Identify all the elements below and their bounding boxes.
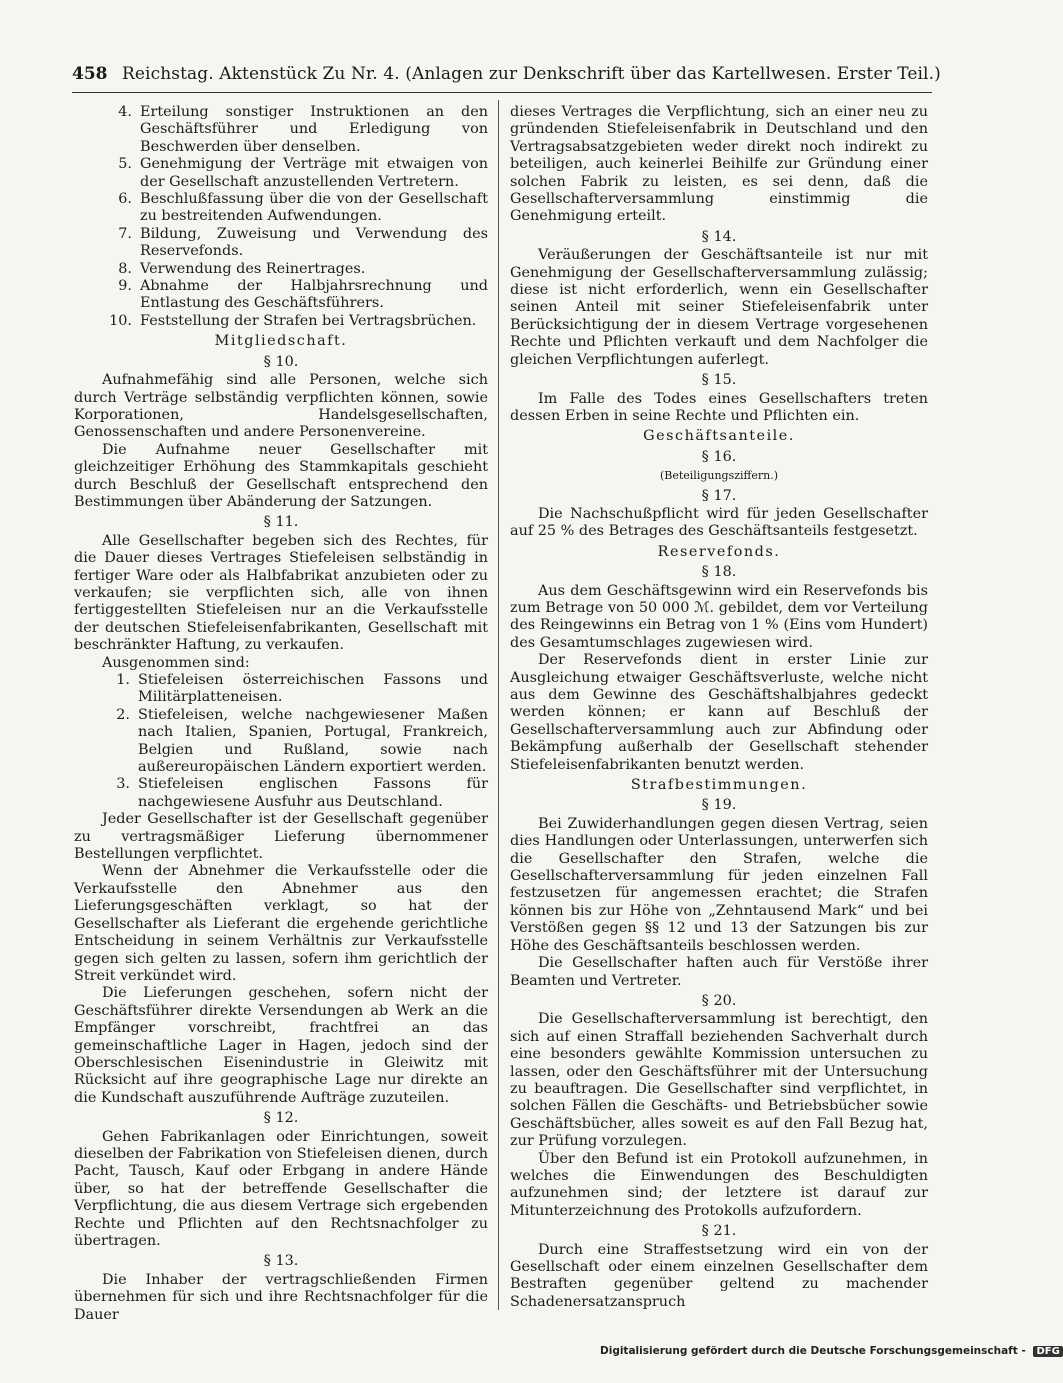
exception-item	[74, 707, 488, 777]
paragraph-18a: Aus dem Geschäftsgewinn wird ein Reservefonds bis zum Betrage von 50 000 ℳ. gebildet, dem vor Verteilung des Reingewinns ein Betrag von 1 % (Eins vom Hundert) des Gesamtumschlages zugewiesen wird.	[510, 582, 928, 651]
exceptions-list	[74, 672, 488, 811]
duty-item-number: 10.	[109, 312, 132, 329]
section-21-title: § 21.	[701, 1223, 737, 1240]
paragraph-12: Gehen Fabrikanlagen oder Einrichtungen, soweit dieselben der Fabrikation von Stiefeleisen dienen, durch Pacht, Tausch, Kauf oder Erbgang in andere Hände über, so hat der betreffende Gesellschafter die Verpflichtung, die aus diesem Vertrage sich ergebenden Rechte und Pflichten auf den Rechtsnachfolger zu übertragen.	[74, 1128, 488, 1249]
paragraph-11c: Jeder Gesellschafter ist der Gesellschaft gegenüber zu vertragsmäßiger Lieferung übernommener Bestellungen verpflichtet.	[74, 811, 488, 863]
heading-reservefonds: Reservefonds.	[657, 543, 781, 560]
section-20-title: § 20.	[701, 992, 737, 1009]
paragraph-15: Im Falle des Todes eines Gesellschafters treten dessen Erben in seine Rechte und Pflichten ein.	[510, 390, 928, 424]
exception-item	[74, 776, 488, 811]
duty-item	[74, 261, 488, 278]
paragraph-18b: Der Reservefonds dient in erster Linie zur Ausgleichung etwaiger Geschäftsverluste, welche nicht aus dem Gewinne des Geschäftshalbjahres gedeckt werden können; er kann auf Beschluß der Gesellschafterversammlung auch zur Abfindung oder Bekämpfung außerhalb der Gesellschaft stehender Stiefeleisenfabrikanten benutzt werden.	[510, 652, 928, 773]
paragraph-20b: Über den Befund ist ein Protokoll aufzunehmen, in welches die Einwendungen des Beschuldigten aufzunehmen sind; der letztere ist darauf zur Mitunterzeichnung des Protokolls aufzufordern.	[510, 1150, 928, 1219]
exception-item-number: 2.	[116, 706, 130, 723]
paragraph-10b: Die Aufnahme neuer Gesellschafter mit gleichzeitiger Erhöhung des Stammkapitals geschieht durch Beschluß der Gesellschaft entsprechend den Bestimmungen über Abänderung der Satzungen.	[74, 441, 488, 510]
paragraph-17: Die Nachschußpflicht wird für jeden Gesellschafter auf 25 % des Betrages des Geschäftsanteils festgesetzt.	[510, 505, 928, 540]
exception-item-text: Stiefeleisen englischen Fassons für nachgewiesene Ausfuhr aus Deutschland.	[138, 776, 488, 810]
running-title: Reichstag. Aktenstück Zu Nr. 4. (Anlagen zur Denkschrift über das Kartellwesen. Erster Teil.)	[122, 64, 941, 84]
right-column	[510, 104, 928, 1311]
duty-item	[74, 226, 488, 261]
paragraph-11d: Wenn der Abnehmer die Verkaufsstelle oder die Verkaufsstelle den Abnehmer aus den Lieferungsgeschäften verklagt, so hat der Gesellschafter als Lieferant die ergehende gerichtliche Entscheidung in seinem Verhältnis zur Verkaufsstelle gegen sich gelten zu lassen, sofern ihm gerichtlich der Streit verkündet wird.	[74, 863, 488, 984]
paragraph-20a: Die Gesellschafterversammlung ist berechtigt, den sich auf einen Straffall beziehenden Sachverhalt durch eine besonders gewählte Kommission untersuchen zu lassen, oder den Geschäftsführer mit der Untersuchung zu beauftragen. Die Gesellschafter sind verpflichtet, in solchen Fällen die Geschäfts- und Betriebsbücher sowie Geschäftsbücher, alles soweit es auf den Fall Bezug hat, zur Prüfung vorzulegen.	[510, 1011, 928, 1150]
exception-item-number: 3.	[116, 776, 130, 793]
exception-item	[74, 672, 488, 707]
page-header	[72, 58, 941, 93]
duty-item-number: 9.	[118, 278, 132, 295]
duty-item-text: Verwendung des Reinertrages.	[140, 260, 366, 277]
section-14-title: § 14.	[701, 228, 737, 245]
paragraph-19a: Bei Zuwiderhandlungen gegen diesen Vertrag, seien dies Handlungen oder Unterlassungen, unterwerfen sich die Gesellschafter den Strafen, welche die Gesellschafterversammlung für jeden einzelnen Fall festzusetzen für angemessen erachtet; die Strafen können bis zur Höhe von „Zehntausend Mark“ und bei Verstößen gegen §§ 12 und 13 der Satzungen bis zur Höhe des Geschäftsanteils beschlossen werden.	[510, 815, 928, 954]
section-11-title: § 11.	[263, 514, 299, 531]
exception-item-number: 1.	[116, 672, 130, 688]
duty-item-text: Erteilung sonstiger Instruktionen an den Geschäftsführer und Erledigung von Beschwerden über denselben.	[140, 104, 488, 155]
dfg-logo: DFG	[1033, 1346, 1062, 1357]
section-16-note: (Beteiligungsziffern.)	[659, 469, 779, 483]
paragraph-10a: Aufnahmefähig sind alle Personen, welche sich durch Verträge selbständig verpflichten können, sowie Korporationen, Handelsgesellschaften, Genossenschaften und andere Personenvereine.	[74, 372, 488, 441]
duty-item-text: Abnahme der Halbjahrsrechnung und Entlastung des Geschäftsführers.	[140, 278, 488, 312]
duty-item-number: 5.	[118, 156, 132, 173]
duty-item	[74, 156, 488, 191]
duty-item-text: Bildung, Zuweisung und Verwendung des Reservefonds.	[140, 225, 488, 260]
duty-item-text: Feststellung der Strafen bei Vertragsbrüchen.	[140, 312, 477, 329]
section-12-title: § 12.	[263, 1110, 299, 1127]
heading-geschaeftsanteile: Geschäftsanteile.	[643, 428, 795, 445]
section-15-title: § 15.	[701, 372, 737, 389]
duty-item-number: 8.	[118, 260, 132, 277]
paragraph-13-continued: dieses Vertrages die Verpflichtung, sich an einer neu zu gründenden Stiefeleisenfabrik in Deutschland und den Vertragsabsatzgebieten weder direkt noch indirekt zu beteiligen, auch keinerlei Beihilfe zur Gründung einer solchen Fabrik zu leisten, es sei denn, daß die Gesellschafterversammlung einstimmig die Genehmigung erteilt.	[510, 104, 928, 225]
footer-text: Digitalisierung gefördert durch die Deutsche Forschungsgemeinschaft -	[600, 1345, 1026, 1357]
paragraph-14: Veräußerungen der Geschäftsanteile ist nur mit Genehmigung der Gesellschafterversammlung zulässig; diese ist nicht erforderlich, wenn ein Gesellschafter seinen Anteil mit seiner Stiefeleisenfabrik unter Berücksichtigung der in diesem Vertrage vorgesehenen Rechte und Pflichten verkauft und dem Nachfolger die gleichen Verpflichtungen auferlegt.	[510, 247, 928, 368]
section-18-title: § 18.	[701, 564, 737, 581]
duty-item-number: 7.	[118, 225, 132, 242]
column-divider	[498, 100, 499, 1310]
duty-item	[74, 278, 488, 313]
duty-item-number: 4.	[118, 104, 132, 120]
heading-mitgliedschaft: Mitgliedschaft.	[214, 333, 348, 350]
duty-item	[74, 104, 488, 156]
duties-list	[74, 104, 488, 330]
section-17-title: § 17.	[701, 487, 737, 504]
section-10-title: § 10.	[263, 353, 299, 370]
duty-item-text: Beschlußfassung über die von der Gesellschaft zu bestreitenden Aufwendungen.	[140, 191, 488, 225]
section-19-title: § 19.	[701, 797, 737, 814]
page-number: 458	[72, 64, 108, 84]
duty-item-text: Genehmigung der Verträge mit etwaigen von der Gesellschaft anzustellenden Vertretern.	[140, 156, 488, 190]
exception-item-text: Stiefeleisen österreichischen Fassons und Militärplatteneisen.	[138, 672, 488, 706]
paragraph-11b: Ausgenommen sind:	[102, 654, 250, 671]
section-16-title: § 16.	[701, 448, 737, 465]
paragraph-21: Durch eine Straffestsetzung wird ein von der Gesellschaft oder einem einzelnen Gesellschafter dem Bestraften gegenüber geltend zu machender Schadenersatzanspruch	[510, 1241, 928, 1310]
duty-item	[74, 313, 488, 330]
paragraph-13: Die Inhaber der vertragschließenden Firmen übernehmen für sich und ihre Rechtsnachfolger für die Dauer	[74, 1271, 488, 1323]
duty-item	[74, 191, 488, 226]
paragraph-11a: Alle Gesellschafter begeben sich des Rechtes, für die Dauer dieses Vertrages Stiefeleisen selbständig in fertiger Ware oder als Halbfabrikat anzubieten oder zu verkaufen; sie verpflichten sich, alle von ihnen fertiggestellten Stiefeleisen nur an die Verkaufsstelle der deutschen Stiefeleisenfabrikanten, Gesellschaft mit beschränkter Haftung, zu verkaufen.	[74, 532, 488, 654]
paragraph-11e: Die Lieferungen geschehen, sofern nicht der Geschäftsführer direkte Versendungen ab Werk an die Empfänger vorschreibt, frachtfrei an das gemeinschaftliche Lager in Hagen, jedoch sind der Oberschlesischen Eisenindustrie in Gleiwitz mit Rücksicht auf ihre geographische Lage nur direkte an die Kundschaft auszuführende Aufträge zuzuteilen.	[74, 985, 488, 1106]
digitization-footer	[600, 1345, 1060, 1357]
heading-strafbestimmungen: Strafbestimmungen.	[630, 777, 808, 794]
duty-item-number: 6.	[118, 191, 132, 208]
left-column	[74, 104, 488, 1324]
paragraph-19b: Die Gesellschafter haften auch für Verstöße ihrer Beamten und Vertreter.	[510, 955, 928, 989]
exception-item-text: Stiefeleisen, welche nachgewiesener Maßen nach Italien, Spanien, Portugal, Frankreich, Belgien und Rußland, sowie nach außereuropäischen Ländern exportiert werden.	[138, 706, 488, 776]
section-13-title: § 13.	[263, 1253, 299, 1270]
